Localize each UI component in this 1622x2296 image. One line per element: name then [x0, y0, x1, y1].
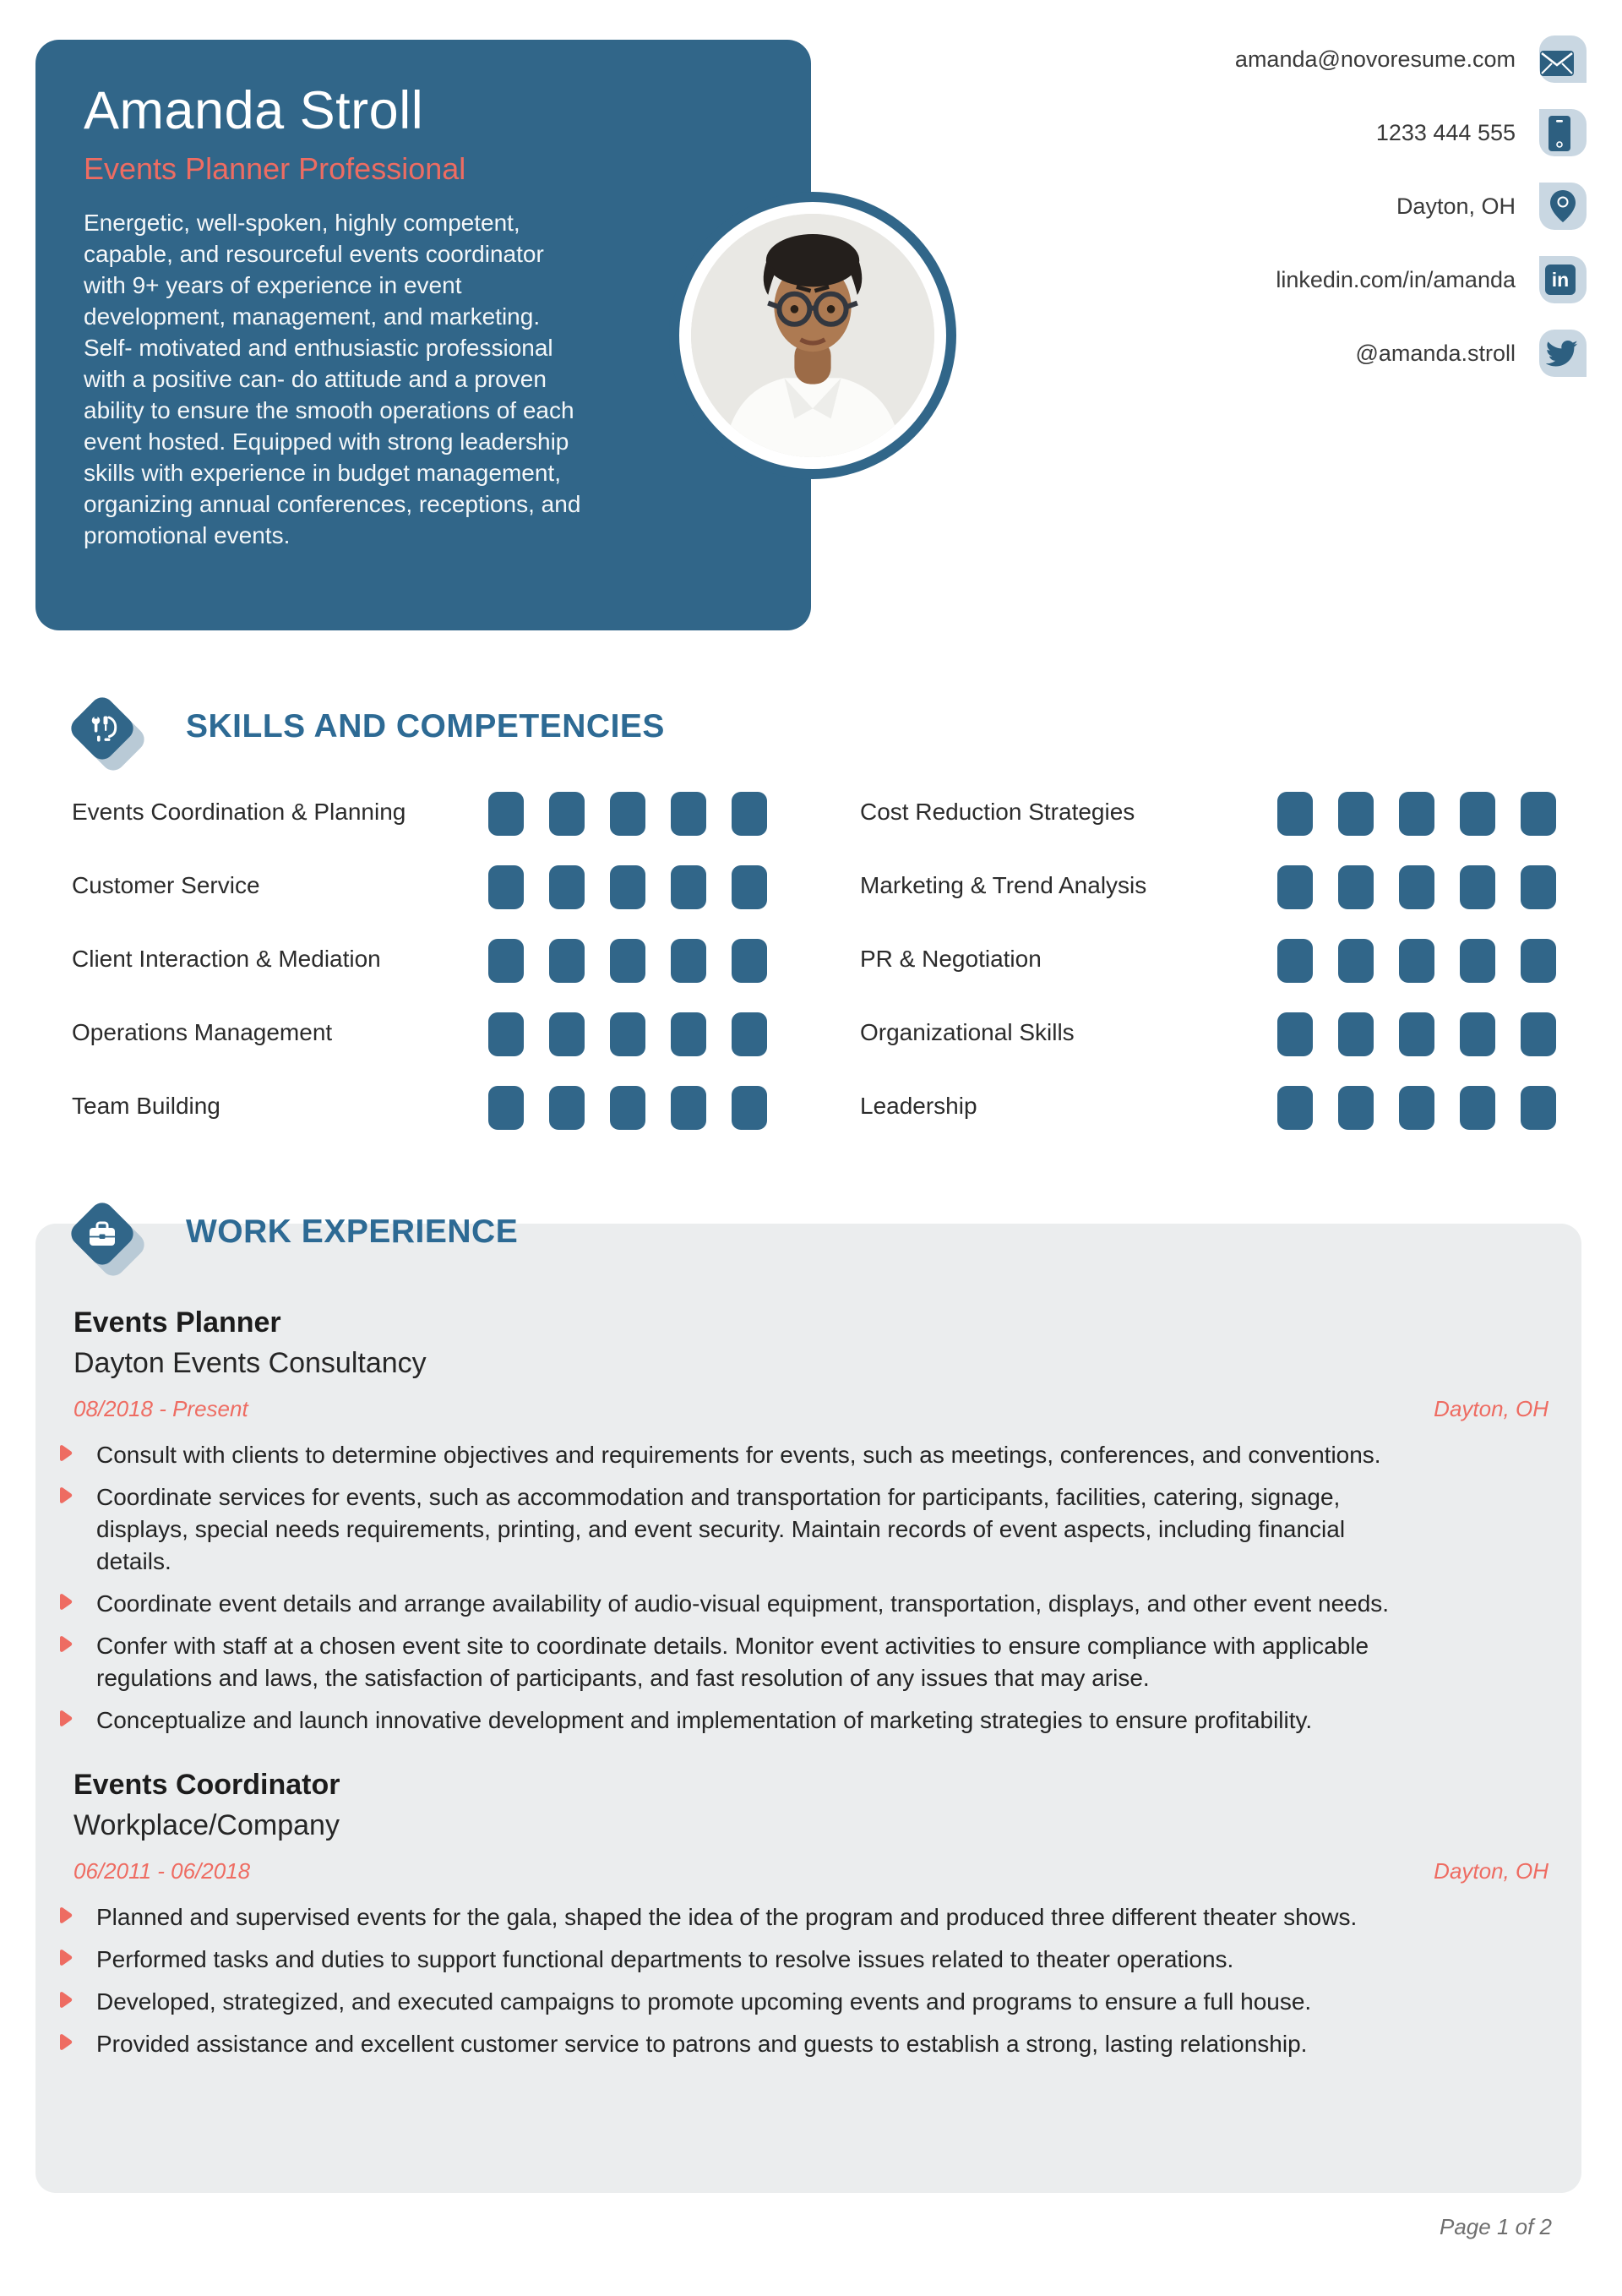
rating-square [1277, 1086, 1313, 1130]
rating-square [732, 1086, 767, 1130]
rating-square [549, 939, 585, 983]
rating-square [1460, 1012, 1495, 1056]
bullet-arrow-icon [57, 1710, 73, 1727]
skill-label: Cost Reduction Strategies [860, 799, 1135, 825]
rating-square [671, 939, 706, 983]
rating-square [610, 865, 645, 909]
rating-square [610, 792, 645, 836]
linkedin-value[interactable]: linkedin.com/in/amanda [1276, 266, 1516, 292]
skills-section-title: SKILLS AND COMPETENCIES [186, 708, 665, 744]
rating-square [1277, 939, 1313, 983]
linkedin-icon: in [1539, 256, 1587, 303]
portrait-illustration [691, 214, 934, 457]
rating-square [488, 1086, 524, 1130]
briefcase-icon [88, 1220, 117, 1247]
rating-square [1460, 792, 1495, 836]
rating-square [1399, 1086, 1434, 1130]
skill-row [72, 792, 767, 865]
bullet-item [57, 1439, 1554, 1471]
skill-rating [1277, 865, 1556, 909]
rating-square [1338, 1012, 1374, 1056]
job-title: Events Planner [73, 1306, 281, 1339]
rating-square [732, 939, 767, 983]
bullet-text: Confer with staff at a chosen event site to coordinate details. Monitor event activities to ensure compliance with applicable regulations and laws, the satisfaction of participants, and fast resolution of any issues that may arise. [96, 1633, 1369, 1691]
rating-square [1277, 865, 1313, 909]
skill-rating [488, 1012, 767, 1056]
skill-row [72, 939, 767, 1012]
rating-square [488, 792, 524, 836]
twitter-icon [1539, 330, 1587, 377]
bullet-text: Conceptualize and launch innovative development and implementation of marketing strategies to ensure profitability. [96, 1707, 1313, 1733]
experience-section-title: WORK EXPERIENCE [186, 1213, 519, 1250]
rating-square [549, 792, 585, 836]
bullet-item [57, 1588, 1554, 1620]
bullet-arrow-icon [57, 1635, 73, 1653]
contact-row-location [1396, 183, 1587, 230]
skill-rating [488, 1086, 767, 1130]
bullet-arrow-icon [57, 1444, 73, 1462]
job-entry [57, 1765, 1554, 2060]
rating-square [671, 865, 706, 909]
experience-section-icon [77, 1208, 128, 1259]
bullet-arrow-icon [57, 2033, 73, 2051]
rating-square [1277, 792, 1313, 836]
bullet-item [57, 1704, 1554, 1737]
contact-row-email [1235, 35, 1587, 83]
skill-label: PR & Negotiation [860, 946, 1042, 972]
rating-square [1338, 792, 1374, 836]
location-icon [1539, 183, 1587, 230]
bullet-item [57, 1901, 1554, 1933]
skill-rating [488, 865, 767, 909]
rating-square [488, 1012, 524, 1056]
job-meta [73, 1396, 1549, 1422]
rating-square [1521, 939, 1556, 983]
skill-rating [1277, 1012, 1556, 1056]
job-title: Events Coordinator [73, 1769, 340, 1801]
rating-square [1399, 1012, 1434, 1056]
email-icon [1539, 35, 1587, 83]
location-value: Dayton, OH [1396, 193, 1516, 219]
bullet-text: Planned and supervised events for the gala, shaped the idea of the program and produced three different theater shows. [96, 1904, 1358, 1930]
rating-square [1399, 792, 1434, 836]
job-dates: 08/2018 - Present [73, 1396, 248, 1421]
job-dates: 06/2011 - 06/2018 [73, 1858, 251, 1884]
job-company: Workplace/Company [73, 1809, 340, 1841]
rating-square [671, 1086, 706, 1130]
rating-square [671, 792, 706, 836]
rating-square [732, 792, 767, 836]
rating-square [1521, 1012, 1556, 1056]
skills-tools-icon [87, 713, 117, 744]
rating-square [610, 939, 645, 983]
job-bullets [57, 1901, 1554, 2060]
skill-row [860, 865, 1556, 939]
rating-square [732, 1012, 767, 1056]
bullet-text: Developed, strategized, and executed campaigns to promote upcoming events and programs to ensure a full house. [96, 1988, 1312, 2015]
page-number: Page 1 of 2 [1440, 2214, 1552, 2239]
skill-rating [488, 792, 767, 836]
rating-square [1521, 1086, 1556, 1130]
bullet-text: Provided assistance and excellent customer service to patrons and guests to establish a strong, lasting relationship. [96, 2031, 1308, 2057]
rating-square [488, 865, 524, 909]
skills-column-left [72, 792, 767, 1159]
skill-label: Events Coordination & Planning [72, 799, 406, 825]
skill-rating [488, 939, 767, 983]
skill-label: Leadership [860, 1093, 977, 1119]
skill-row [72, 865, 767, 939]
bullet-arrow-icon [57, 1906, 73, 1924]
skill-label: Marketing & Trend Analysis [860, 872, 1147, 898]
bullet-item [57, 1944, 1554, 1976]
skill-row [860, 792, 1556, 865]
bullet-arrow-icon [57, 1949, 73, 1966]
jobs-list [57, 1303, 1554, 2070]
contact-row-twitter [1356, 330, 1587, 377]
rating-square [549, 865, 585, 909]
job-company: Dayton Events Consultancy [73, 1347, 427, 1379]
contact-row-linkedin [1276, 256, 1587, 303]
rating-square [1521, 865, 1556, 909]
rating-square [671, 1012, 706, 1056]
skill-label: Team Building [72, 1093, 220, 1119]
rating-square [610, 1012, 645, 1056]
profile-summary: Energetic, well-spoken, highly competent, capable, and resourceful events coordinator with 9+ years of experience in event development, management, and marketing. Self- motivated and enthusiastic professional with a positive can- do attitude and a proven ability to ensure the smooth operations of each event hosted. Equipped with strong leadership skills with experience in budget management, organizing annual conferences, receptions, and promotional events. [84, 210, 581, 548]
skill-rating [1277, 792, 1556, 836]
skill-row [860, 939, 1556, 1012]
rating-square [1460, 939, 1495, 983]
job-entry [57, 1303, 1554, 1737]
person-name: Amanda Stroll [84, 81, 424, 140]
profile-photo [669, 192, 956, 479]
email-value[interactable]: amanda@novoresume.com [1234, 46, 1516, 72]
phone-icon [1539, 109, 1587, 156]
rating-square [549, 1086, 585, 1130]
skill-label: Organizational Skills [860, 1019, 1075, 1045]
skill-row [860, 1012, 1556, 1086]
skill-row [860, 1086, 1556, 1159]
job-location: Dayton, OH [1434, 1858, 1549, 1884]
rating-square [1338, 939, 1374, 983]
rating-square [488, 939, 524, 983]
rating-square [610, 1086, 645, 1130]
job-bullets [57, 1439, 1554, 1737]
bullet-text: Coordinate services for events, such as accommodation and transportation for participants, facilities, catering, signage, displays, special needs requirements, printing, and event security. Maintain records of event aspects, including financial details. [96, 1484, 1346, 1574]
person-job-title: Events Planner Professional [84, 151, 466, 186]
skills-section-icon [77, 703, 128, 754]
skill-label: Client Interaction & Mediation [72, 946, 381, 972]
skill-label: Operations Management [72, 1019, 333, 1045]
contact-row-phone [1376, 109, 1587, 156]
skill-row [72, 1086, 767, 1159]
job-location: Dayton, OH [1434, 1396, 1549, 1421]
job-meta [73, 1858, 1549, 1884]
bullet-arrow-icon [57, 1593, 73, 1611]
bullet-item [57, 1630, 1554, 1694]
rating-square [1338, 1086, 1374, 1130]
bullet-text: Performed tasks and duties to support functional departments to resolve issues related to theater operations. [96, 1946, 1234, 1972]
bullet-text: Coordinate event details and arrange availability of audio-visual equipment, transportation, displays, and other event needs. [96, 1590, 1390, 1617]
rating-square [1399, 865, 1434, 909]
skill-rating [1277, 939, 1556, 983]
bullet-item [57, 2028, 1554, 2060]
skill-rating [1277, 1086, 1556, 1130]
bullet-item [57, 1986, 1554, 2018]
bullet-arrow-icon [57, 1991, 73, 2009]
rating-square [1460, 1086, 1495, 1130]
bullet-arrow-icon [57, 1486, 73, 1504]
rating-square [1521, 792, 1556, 836]
skill-row [72, 1012, 767, 1086]
skills-column-right [860, 792, 1556, 1159]
rating-square [1460, 865, 1495, 909]
rating-square [549, 1012, 585, 1056]
bullet-item [57, 1481, 1554, 1578]
rating-square [1399, 939, 1434, 983]
rating-square [1338, 865, 1374, 909]
twitter-value[interactable]: @amanda.stroll [1355, 340, 1516, 366]
phone-value: 1233 444 555 [1375, 119, 1516, 145]
rating-square [732, 865, 767, 909]
portrait-image [691, 214, 934, 457]
bullet-text: Consult with clients to determine objectives and requirements for events, such as meetings, conferences, and conventions. [96, 1442, 1381, 1468]
skill-label: Customer Service [72, 872, 260, 898]
rating-square [1277, 1012, 1313, 1056]
